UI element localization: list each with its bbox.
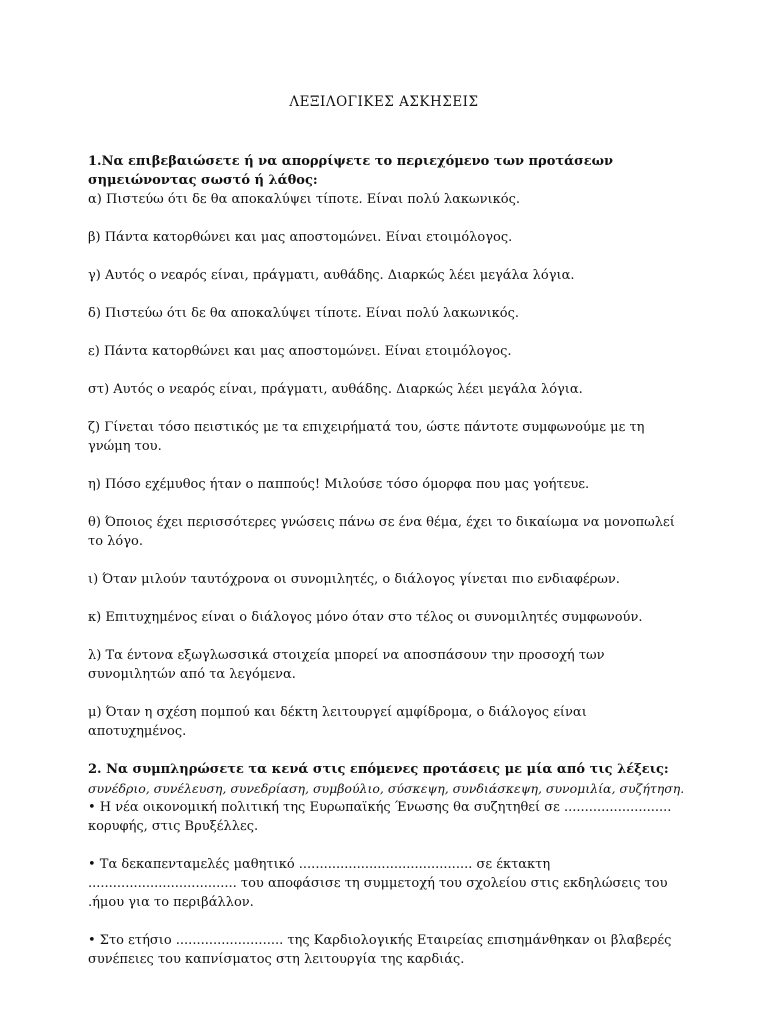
exercise-2-word-list: συνέδριο, συνέλευση, συνεδρίαση, συμβούλιο, σύσκεψη, συνδιάσκεψη, συνομιλία, συζήτηση. bbox=[88, 781, 685, 796]
exercise-2-heading: 2. Να συμπληρώσετε τα κενά στις επόμενες προτάσεις με μία από τις λέξεις: bbox=[88, 762, 669, 777]
exercise-1-item-e: ε) Πάντα κατορθώνει και μας αποστομώνει. Είναι ετοιμόλογος. bbox=[88, 344, 512, 359]
exercise-2-item-2: • Τα δεκαπενταμελές μαθητικό .......................................... σε έκτακτη .................................... του αποφάσισε τη συμμετοχή του σχολείου στις εκδηλώσεις του .ήμου για το περιβάλλον. bbox=[88, 857, 668, 910]
exercise-1-item-i: ι) Όταν μιλούν ταυτόχρονα οι συνομιλητές, ο διάλογος γίνεται πιο ενδιαφέρων. bbox=[88, 572, 620, 587]
exercise-1-item-a: α) Πιστεύω ότι δε θα αποκαλύψει τίποτε. Είναι πολύ λακωνικός. bbox=[88, 192, 520, 207]
exercise-1-item-z: ζ) Γίνεται τόσο πειστικός με τα επιχειρήματά του, ώστε πάντοτε συμφωνούμε με τη γνώμη του. bbox=[88, 420, 645, 454]
exercise-1-item-l: λ) Τα έντονα εξωγλωσσικά στοιχεία μπορεί να αποσπάσουν την προσοχή των συνομιλητών από τα λεγόμενα. bbox=[88, 648, 605, 682]
exercise-1-item-st: στ) Αυτός ο νεαρός είναι, πράγματι, αυθάδης. Διαρκώς λέει μεγάλα λόγια. bbox=[88, 382, 583, 397]
exercise-2-item-3: • Στο ετήσιο .......................... της Καρδιολογικής Εταιρείας επισημάνθηκαν οι βλαβερές συνέπειες του καπνίσματος στη λειτουργία της καρδιάς. bbox=[88, 933, 672, 967]
exercise-1-item-m: μ) Όταν η σχέση πομπού και δέκτη λειτουργεί αμφίδρομα, ο διάλογος είναι αποτυχημένος. bbox=[88, 705, 587, 739]
exercise-1-item-c: γ) Αυτός ο νεαρός είναι, πράγματι, αυθάδης. Διαρκώς λέει μεγάλα λόγια. bbox=[88, 268, 575, 283]
exercise-2-item-1: • Η νέα οικονομική πολιτική της Ευρωπαϊκής Ένωσης θα συζητηθεί σε .......................... κορυφής, στις Βρυξέλλες. bbox=[88, 800, 672, 834]
exercise-1-item-th: θ) Όποιος έχει περισσότερες γνώσεις πάνω σε ένα θέμα, έχει το δικαίωμα να μονοπωλεί το λόγο. bbox=[88, 515, 675, 549]
document-body bbox=[88, 152, 688, 969]
page-title: ΛΕΞΙΛΟΓΙΚΕΣ ΑΣΚΗΣΕΙΣ bbox=[289, 94, 479, 110]
exercise-1-item-k: κ) Επιτυχημένος είναι ο διάλογος μόνο όταν στο τέλος οι συνομιλητές συμφωνούν. bbox=[88, 610, 643, 625]
exercise-1-item-b: β) Πάντα κατορθώνει και μας αποστομώνει. Είναι ετοιμόλογος. bbox=[88, 230, 513, 245]
exercise-1-item-d: δ) Πιστεύω ότι δε θα αποκαλύψει τίποτε. Είναι πολύ λακωνικός. bbox=[88, 306, 520, 321]
exercise-1-heading: 1.Να επιβεβαιώσετε ή να απορρίψετε το περιεχόμενο των προτάσεων σημειώνοντας σωστό ή λάθος: bbox=[88, 154, 614, 188]
exercise-1-item-h: η) Πόσο εχέμυθος ήταν ο παππούς! Μιλούσε τόσο όμορφα που μας γοήτευε. bbox=[88, 477, 590, 492]
